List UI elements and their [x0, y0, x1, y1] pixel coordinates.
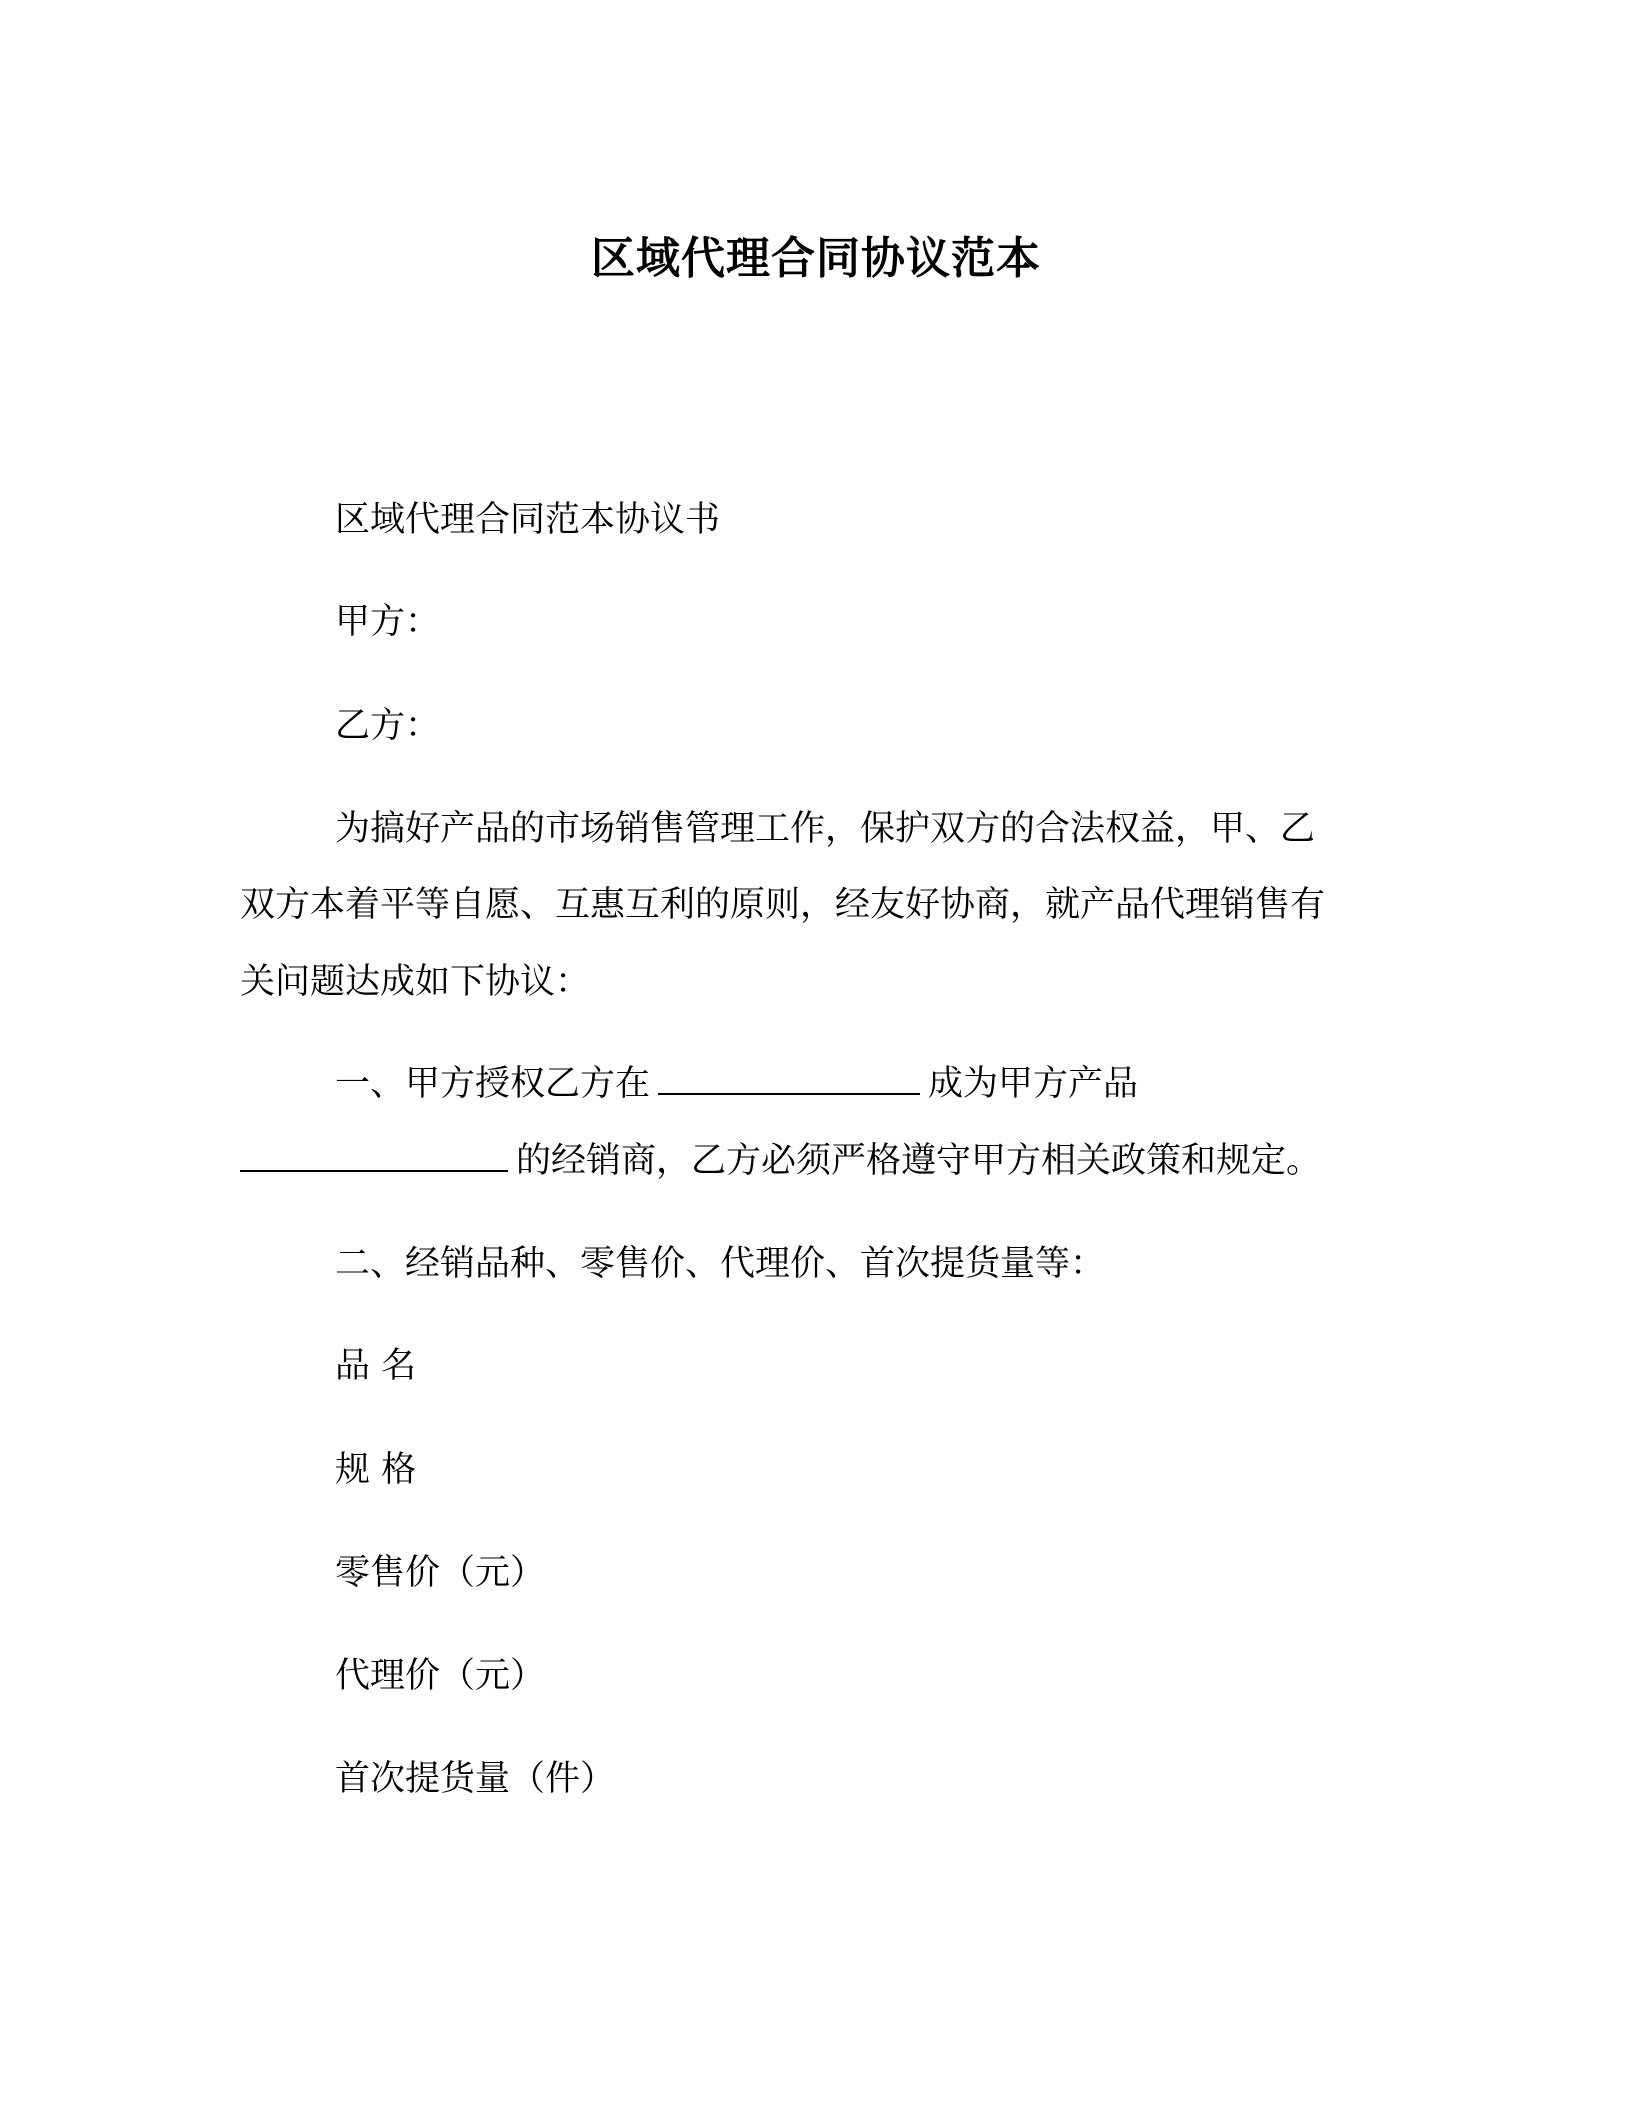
product-blank — [240, 1140, 508, 1172]
clause-2-heading: 二、经销品种、零售价、代理价、首次提货量等： — [335, 1244, 1106, 1284]
document-title: 区域代理合同协议范本 — [591, 233, 1041, 284]
intro-line-2: 双方本着平等自愿、互惠互利的原则，经友好协商，就产品代理销售有 — [240, 885, 1326, 925]
field-product-name: 品 名 — [335, 1346, 417, 1386]
clause-1-suffix: 成为甲方产品 — [928, 1064, 1139, 1104]
region-blank — [658, 1063, 920, 1095]
party-a-label: 甲方： — [335, 602, 441, 642]
document-subtitle: 区域代理合同范本协议书 — [335, 500, 721, 540]
intro-line-1: 为搞好产品的市场销售管理工作，保护双方的合法权益，甲、乙 — [335, 809, 1316, 849]
field-retail-price: 零售价（元） — [335, 1553, 546, 1593]
field-specification: 规 格 — [335, 1450, 417, 1490]
field-agent-price: 代理价（元） — [335, 1656, 546, 1696]
intro-line-3: 关问题达成如下协议： — [240, 962, 591, 1002]
clause-1-line-2-suffix: 的经销商，乙方必须严格遵守甲方相关政策和规定。 — [516, 1141, 1322, 1181]
party-b-label: 乙方： — [335, 706, 441, 746]
clause-1-prefix: 一、甲方授权乙方在 — [335, 1064, 651, 1104]
clause-1-line-1 — [335, 1060, 1138, 1108]
field-first-order-quantity: 首次提货量（件） — [335, 1759, 616, 1799]
clause-1-line-2 — [240, 1137, 1321, 1185]
